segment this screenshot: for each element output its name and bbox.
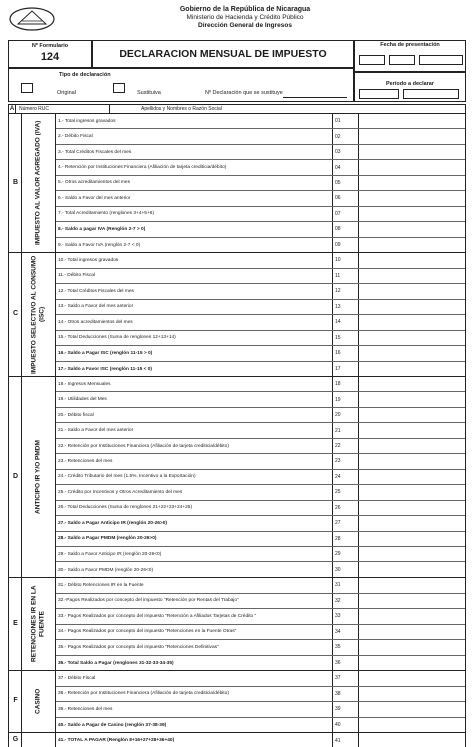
- row-code: 05: [333, 176, 359, 190]
- row-description: 25.- Crédito por Incentivos y Otros Acreditamiento del mes: [56, 485, 333, 499]
- form-row-39: [56, 702, 465, 718]
- form-number-box: [8, 40, 92, 68]
- section-letter-column: [9, 733, 22, 747]
- row-value-field[interactable]: [359, 656, 465, 672]
- form-row-37: [56, 671, 465, 687]
- row-description: 19.- Utilidades del Mes: [56, 392, 333, 406]
- section-title: CASINO: [34, 688, 42, 715]
- row-code: 12: [333, 284, 359, 299]
- row-code: 33: [333, 609, 359, 624]
- section-title: ANTICIPO IR Y/O PMDM: [34, 440, 42, 514]
- row-description: 16.- Saldo a Pagar ISC (renglón 11-15 > 0): [56, 346, 333, 361]
- row-code: 34: [333, 625, 359, 640]
- row-value-field[interactable]: [359, 733, 465, 747]
- row-code: 29: [333, 547, 359, 561]
- section-letter-column: [9, 253, 22, 376]
- row-value-field[interactable]: [359, 609, 465, 624]
- section-b: [8, 114, 466, 253]
- section-d: [8, 377, 466, 578]
- row-description: 15.- Total Deducciones (Suma de renglones 12+13+14): [56, 331, 333, 346]
- row-description: 39.- Retenciones del mes: [56, 702, 333, 717]
- row-value-field[interactable]: [359, 253, 465, 268]
- section-title: IMPUESTO SELECTIVO AL CONSUMO (ISC): [30, 255, 46, 374]
- sustituiva-checkbox[interactable]: [113, 83, 125, 93]
- row-code: 16: [333, 346, 359, 361]
- row-code: 10: [333, 253, 359, 268]
- row-description: 31.- Débito Retenciones IR en la Fuente: [56, 578, 333, 593]
- fecha-presentacion-label: Fecha de presentación: [380, 42, 440, 48]
- form-row-15: [56, 331, 465, 347]
- form-row-16: [56, 346, 465, 362]
- row-code: 23: [333, 454, 359, 468]
- row-value-field[interactable]: [359, 702, 465, 717]
- section-letter-column: [9, 114, 22, 252]
- form-row-20: [56, 408, 465, 423]
- row-value-field[interactable]: [359, 207, 465, 221]
- row-description: 35.- Pagos Realizados por concepto del impuesto "Retenciones Definitivas": [56, 640, 333, 655]
- form-row-17: [56, 362, 465, 378]
- section-title-column: [22, 253, 56, 376]
- row-code: 39: [333, 702, 359, 717]
- row-description: 24.- Crédito Tributario del mes (1.5%, Incentivo a la Exportación): [56, 470, 333, 484]
- row-value-field[interactable]: [359, 377, 465, 391]
- row-code: 13: [333, 300, 359, 315]
- row-value-field[interactable]: [359, 129, 465, 143]
- row-value-field[interactable]: [359, 114, 465, 128]
- fecha-presentacion-box: [354, 40, 466, 72]
- row-value-field[interactable]: [359, 687, 465, 702]
- row-description: 30.- Saldo a Favor PMDM (renglón 20-26<0): [56, 562, 333, 577]
- periodo-month-field[interactable]: [359, 89, 399, 99]
- form-row-27: [56, 516, 465, 531]
- form-row-28: [56, 532, 465, 547]
- row-code: 18: [333, 377, 359, 391]
- form-row-04: [56, 160, 465, 175]
- row-description: 7.- Total Acreditamiento (renglones 3+4+5+6): [56, 207, 333, 221]
- row-description: 4.- Retención por Instituciones Financiera (Afiliación de tarjeta crediticia/débito): [56, 160, 333, 174]
- form-row-33: [56, 609, 465, 625]
- row-code: 15: [333, 331, 359, 346]
- form-number-label: Nº Formulario: [31, 43, 69, 49]
- row-value-field[interactable]: [359, 640, 465, 655]
- fecha-day-field[interactable]: [359, 55, 385, 65]
- row-code: 03: [333, 145, 359, 159]
- row-description: 22.- Retención por Instituciones Financiera (Afiliación de tarjeta crediticia/débito): [56, 439, 333, 453]
- section-letter-column: [9, 671, 22, 732]
- row-description: 18.- Ingresos Mensuales: [56, 377, 333, 391]
- row-code: 14: [333, 315, 359, 330]
- form-row-13: [56, 300, 465, 316]
- section-letter-column: [9, 377, 22, 577]
- row-description: 8.- Saldo a pagar IVA (Renglón 2-7 > 0): [56, 222, 333, 236]
- sustituye-field[interactable]: [283, 97, 347, 98]
- form-row-08: [56, 222, 465, 237]
- row-value-field[interactable]: [359, 439, 465, 453]
- form-row-11: [56, 269, 465, 285]
- row-code: 24: [333, 470, 359, 484]
- row-value-field[interactable]: [359, 300, 465, 315]
- form-row-34: [56, 625, 465, 641]
- form-row-10: [56, 253, 465, 269]
- row-value-field[interactable]: [359, 454, 465, 468]
- form-row-24: [56, 470, 465, 485]
- row-description: 20.- Débito fiscal: [56, 408, 333, 422]
- section-letter: E: [13, 619, 18, 627]
- row-description: 21.- Saldo a Favor del mes anterior: [56, 423, 333, 437]
- section-title-column: [22, 733, 56, 747]
- original-label: Original: [57, 90, 76, 96]
- section-c: [8, 253, 466, 377]
- row-code: 19: [333, 392, 359, 406]
- fecha-month-field[interactable]: [389, 55, 415, 65]
- form-row-03: [56, 145, 465, 160]
- row-value-field[interactable]: [359, 191, 465, 205]
- periodo-year-field[interactable]: [403, 89, 459, 99]
- form-row-18: [56, 377, 465, 392]
- row-description: 10.- Total ingresos gravados: [56, 253, 333, 268]
- row-code: 27: [333, 516, 359, 530]
- form-row-02: [56, 129, 465, 144]
- row-value-field[interactable]: [359, 501, 465, 515]
- row-description: 38.- Retención por Instituciones Financiera (Afiliación de tarjeta crediticia/débito): [56, 687, 333, 702]
- row-code: 41: [333, 733, 359, 747]
- row-code: 02: [333, 129, 359, 143]
- form-row-41: [56, 733, 465, 747]
- section-letter: B: [12, 178, 19, 186]
- row-description: 40.- Saldo a Pagar de Casino (renglón 37-38-39): [56, 718, 333, 734]
- row-value-field[interactable]: [359, 176, 465, 190]
- section-letter: A: [9, 106, 15, 112]
- section-f: [8, 671, 466, 733]
- row-value-field[interactable]: [359, 718, 465, 734]
- row-value-field[interactable]: [359, 423, 465, 437]
- directorate-name: Dirección General de Ingresos: [198, 22, 292, 29]
- section-title-column: [22, 114, 56, 252]
- row-code: 37: [333, 671, 359, 686]
- row-code: 38: [333, 687, 359, 702]
- form-row-36: [56, 656, 465, 672]
- row-code: 20: [333, 408, 359, 422]
- row-value-field[interactable]: [359, 594, 465, 609]
- row-description: 6.- Saldo a Favor del mes anterior: [56, 191, 333, 205]
- row-value-field[interactable]: [359, 532, 465, 546]
- form-row-26: [56, 501, 465, 516]
- section-letter: D: [12, 472, 19, 480]
- section-letter: G: [12, 735, 19, 743]
- periodo-label: Período a declarar: [386, 81, 434, 87]
- sustituye-label: Nº Declaración que se sustituye: [205, 90, 283, 96]
- row-value-field[interactable]: [359, 160, 465, 174]
- row-code: 01: [333, 114, 359, 128]
- row-code: 22: [333, 439, 359, 453]
- row-value-field[interactable]: [359, 485, 465, 499]
- row-value-field[interactable]: [359, 269, 465, 284]
- row-code: 07: [333, 207, 359, 221]
- periodo-box: [354, 72, 466, 102]
- row-code: 30: [333, 562, 359, 577]
- row-value-field[interactable]: [359, 470, 465, 484]
- row-value-field[interactable]: [359, 408, 465, 422]
- form-row-32: [56, 594, 465, 610]
- row-value-field[interactable]: [359, 392, 465, 406]
- section-letter-column: [9, 578, 22, 670]
- row-code: 09: [333, 238, 359, 253]
- row-code: 25: [333, 485, 359, 499]
- row-description: 12.- Total Créditos Fiscales del mes: [56, 284, 333, 299]
- row-code: 06: [333, 191, 359, 205]
- section-title-column: [22, 578, 56, 670]
- row-value-field[interactable]: [359, 315, 465, 330]
- row-code: 32: [333, 594, 359, 609]
- form-number: 124: [40, 51, 60, 63]
- form-row-07: [56, 207, 465, 222]
- row-value-field[interactable]: [359, 346, 465, 361]
- government-header: [120, 6, 370, 30]
- row-value-field[interactable]: [359, 516, 465, 530]
- form-row-38: [56, 687, 465, 703]
- gov-name: Gobierno de la República de Nicaragua: [179, 6, 311, 13]
- row-code: 04: [333, 160, 359, 174]
- form-row-12: [56, 284, 465, 300]
- row-description: 23.- Retenciones del mes: [56, 454, 333, 468]
- row-description: 9.- Saldo a Favor IVA (renglón 2-7 < 0): [56, 238, 333, 253]
- form-row-40: [56, 718, 465, 734]
- row-value-field[interactable]: [359, 671, 465, 686]
- row-description: 1.- Total ingresos gravados: [56, 114, 333, 128]
- form-row-01: [56, 114, 465, 129]
- row-description: 27.- Saldo a Pagar Anticipo IR (renglón 20-26>0): [56, 516, 333, 530]
- form-row-19: [56, 392, 465, 407]
- row-description: 3.- Total Créditos Fiscales del mes: [56, 145, 333, 159]
- row-description: 33.- Pagos Realizados por concepto del impuesto "Retención a Afiliados Tarjetas de Crédito ": [56, 609, 333, 624]
- row-code: 11: [333, 269, 359, 284]
- row-code: 28: [333, 532, 359, 546]
- row-value-field[interactable]: [359, 238, 465, 253]
- row-description: 26.- Total Deducciones (Suma de renglones 21+22+23+24+25): [56, 501, 333, 515]
- tipo-declaracion-label: Tipo de declaración: [59, 72, 111, 78]
- form-row-09: [56, 238, 465, 253]
- government-seal-logo: [8, 6, 56, 32]
- row-code: 36: [333, 656, 359, 672]
- row-value-field[interactable]: [359, 331, 465, 346]
- form-row-31: [56, 578, 465, 594]
- row-code: 40: [333, 718, 359, 734]
- form-row-35: [56, 640, 465, 656]
- row-value-field[interactable]: [359, 578, 465, 593]
- section-title-column: [22, 671, 56, 732]
- row-code: 35: [333, 640, 359, 655]
- section-e: [8, 578, 466, 671]
- row-value-field[interactable]: [359, 145, 465, 159]
- form-row-06: [56, 191, 465, 206]
- row-code: 17: [333, 362, 359, 378]
- row-value-field[interactable]: [359, 547, 465, 561]
- row-description: 17.- Saldo a Favor ISC (renglón 11-15 < 0): [56, 362, 333, 378]
- row-description: 36.- Total Saldo a Pagar (renglones 31-32-33-34-35): [56, 656, 333, 672]
- form-row-05: [56, 176, 465, 191]
- row-description: 11.- Débito Fiscal: [56, 269, 333, 284]
- row-description: 37.- Débito Fiscal: [56, 671, 333, 686]
- form-row-23: [56, 454, 465, 469]
- row-description: 34.- Pagos Realizados por concepto del impuesto "Retenciones en la Fuente Otras": [56, 625, 333, 640]
- row-value-field[interactable]: [359, 625, 465, 640]
- sustituiva-label: Sustituiva: [137, 90, 161, 96]
- row-value-field[interactable]: [359, 284, 465, 299]
- row-description: 41.- TOTAL A PAGAR (Renglón 8+16+27+28+36+40): [56, 733, 333, 747]
- tipo-declaracion-box: [8, 68, 354, 102]
- form-row-22: [56, 439, 465, 454]
- apellidos-label: Apellidos y Nombres o Razón Social: [141, 106, 222, 112]
- section-title: RETENCIONES IR EN LA FUENTE: [30, 585, 46, 663]
- form-row-25: [56, 485, 465, 500]
- row-value-field[interactable]: [359, 562, 465, 577]
- section-title: IMPUESTO AL VALOR AGREGADO (IVA): [34, 120, 42, 246]
- row-description: 5.- Otros acreditamientos del mes: [56, 176, 333, 190]
- row-description: 2.- Débito Fiscal: [56, 129, 333, 143]
- section-letter: F: [13, 697, 18, 704]
- form-row-29: [56, 547, 465, 562]
- row-description: 13.- Saldo a Favor del mes anterior: [56, 300, 333, 315]
- row-code: 08: [333, 222, 359, 236]
- row-code: 21: [333, 423, 359, 437]
- row-description: 28.- Saldo a Pagar PMDM (renglón 20-26>0): [56, 532, 333, 546]
- section-a: [8, 104, 466, 114]
- form-row-21: [56, 423, 465, 438]
- row-value-field[interactable]: [359, 222, 465, 236]
- section-title: [22, 733, 55, 747]
- row-description: 29.- Saldo a Favor Anticipo IR (renglón 20-26<0): [56, 547, 333, 561]
- form-row-14: [56, 315, 465, 331]
- section-g: [8, 733, 466, 747]
- section-letter: C: [12, 310, 19, 317]
- row-code: 26: [333, 501, 359, 515]
- row-description: 14.- Otros acreditamientos del mes: [56, 315, 333, 330]
- ministry-name: Ministerio de Hacienda y Crédito Público: [186, 14, 304, 21]
- form-row-30: [56, 562, 465, 577]
- ruc-label: Número RUC: [19, 106, 50, 112]
- row-code: 31: [333, 578, 359, 593]
- form-title: DECLARACION MENSUAL DE IMPUESTO: [92, 40, 354, 68]
- section-title-column: [22, 377, 56, 577]
- original-checkbox[interactable]: [21, 83, 33, 93]
- row-value-field[interactable]: [359, 362, 465, 378]
- row-description: 32.-Pagos Realizados por concepto del impuesto "Retención por Rentas del Trabajo": [56, 594, 333, 609]
- fecha-year-field[interactable]: [419, 55, 463, 65]
